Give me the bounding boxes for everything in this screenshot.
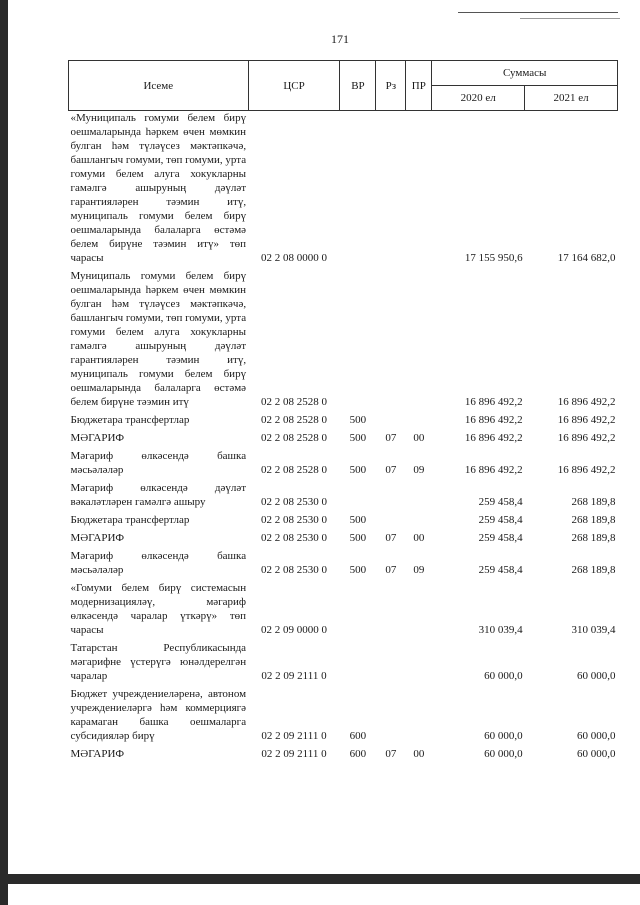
table-row [69,639,618,685]
row-sum-2020: 16 896 492,2 [464,414,523,426]
row-rz [376,267,406,411]
row-rz [376,639,406,685]
row-csr: 02 2 08 0000 0 [261,252,328,264]
row-vr: 500 [349,432,367,444]
row-sum-2020: 259 458,4 [478,532,523,544]
row-csr: 02 2 08 2528 0 [261,432,328,444]
row-csr: 02 2 08 2530 0 [261,496,328,508]
row-name: Мәгариф өлкәсендә башка мәсьәләләр [70,450,247,476]
row-sum-2021: 268 189,8 [571,496,616,508]
row-vr: 500 [349,532,367,544]
row-vr: 500 [349,414,367,426]
header-year-2021: 2021 ел [525,86,618,111]
row-vr [340,639,376,685]
row-sum-2021: 268 189,8 [571,564,616,576]
row-name: Мәгариф өлкәсендә башка мәсьәләләр [70,550,247,576]
scan-artifact-line [520,18,620,19]
row-pr [406,111,432,268]
table-row [69,447,618,479]
row-pr [406,685,432,745]
row-vr: 500 [349,514,367,526]
table-row [69,579,618,639]
row-pr [406,639,432,685]
row-name: Бюджетара трансфертлар [70,514,190,526]
table-row [69,511,618,529]
row-pr: 00 [413,432,425,444]
row-csr: 02 2 08 2528 0 [261,396,328,408]
row-vr [340,479,376,511]
header-vr: ВР [340,61,376,111]
row-sum-2021: 60 000,0 [577,748,616,760]
table-row [69,547,618,579]
row-sum-2020: 310 039,4 [478,624,523,636]
row-sum-2021: 16 896 492,2 [557,432,616,444]
row-rz: 07 [385,564,397,576]
row-csr: 02 2 08 2530 0 [261,514,328,526]
row-rz: 07 [385,432,397,444]
row-sum-2021: 16 896 492,2 [557,414,616,426]
scan-left-edge [0,0,8,905]
table-row [69,111,618,268]
row-sum-2021: 17 164 682,0 [557,252,616,264]
row-rz: 07 [385,748,397,760]
row-pr [406,479,432,511]
table-row [69,429,618,447]
scan-artifact-line [458,12,618,13]
row-rz [376,511,406,529]
row-sum-2020: 60 000,0 [484,748,523,760]
row-rz [376,411,406,429]
row-name: МӘГАРИФ [70,432,125,444]
row-vr [340,111,376,268]
row-name: Мәгариф өлкәсендә дәүләт вәкаләтләрен гамәлгә ашыру [70,482,247,508]
row-csr: 02 2 08 2528 0 [261,414,328,426]
row-pr: 00 [413,532,425,544]
row-name: МӘГАРИФ [70,532,125,544]
row-vr: 600 [349,730,367,742]
row-name: Муниципаль гомуми белем бирү оешмаларында һәркем өчен мөмкин булган һәм түләүсез мәктәпкәчә, башлангыч гомуми, төп гомуми, урта гомуми белем алуга хокукларны гамәлгә ашыруның дәүләт гарантияләрен тәэмин итү, муниципаль гомуми белем бирү оешмаларында балаларга өстәмә белем бирүне тәэмин итү [70,270,247,408]
row-rz [376,579,406,639]
row-csr: 02 2 09 2111 0 [261,670,327,682]
table-row [69,745,618,763]
row-csr: 02 2 09 2111 0 [261,730,327,742]
row-sum-2020: 16 896 492,2 [464,432,523,444]
row-sum-2021: 268 189,8 [571,532,616,544]
row-pr: 00 [413,748,425,760]
row-csr: 02 2 08 2530 0 [261,564,328,576]
table-body [69,111,618,764]
row-pr: 09 [413,464,425,476]
row-sum-2021: 310 039,4 [571,624,616,636]
header-sums: Суммасы [432,61,618,86]
row-pr: 09 [413,564,425,576]
row-name: Бюджет учреждениеләренә, автоном учреждениеләргә һәм коммерциягә карамаган башка оешмаларга субсидияләр бирү [70,688,247,742]
row-sum-2021: 16 896 492,2 [557,464,616,476]
row-sum-2020: 60 000,0 [484,670,523,682]
row-vr: 500 [349,464,367,476]
row-sum-2020: 16 896 492,2 [464,464,523,476]
row-pr [406,411,432,429]
row-pr [406,511,432,529]
row-rz: 07 [385,464,397,476]
row-rz [376,685,406,745]
row-name: МӘГАРИФ [70,748,125,760]
row-name: «Гомуми белем бирү системасын модернизацияләү, мәгариф өлкәсендә чаралар үткәрү» төп чарасы [70,582,247,636]
row-sum-2021: 60 000,0 [577,670,616,682]
row-sum-2021: 60 000,0 [577,730,616,742]
row-sum-2020: 60 000,0 [484,730,523,742]
table-row [69,267,618,411]
row-name: «Муниципаль гомуми белем бирү оешмаларында һәркем өчен мөмкин булган һәм түләүсез мәктәпкәчә, башлангыч гомуми, төп гомуми, урта гомуми белем алуга хокукларны гамәлгә ашыруның дәүләт гарантияләрен тәэмин итү, муниципаль гомуми белем бирү оешмаларында балаларга өстәмә белем бирүне тәэмин итү» төп чарасы [70,112,247,264]
table-row [69,479,618,511]
header-pr: ПР [406,61,432,111]
header-csr: ЦСР [248,61,340,111]
row-sum-2020: 259 458,4 [478,514,523,526]
header-rz: Рз [376,61,406,111]
row-rz [376,479,406,511]
row-vr: 600 [349,748,367,760]
row-rz: 07 [385,532,397,544]
row-sum-2020: 259 458,4 [478,496,523,508]
row-vr: 500 [349,564,367,576]
scan-bottom-edge [0,874,640,884]
row-sum-2020: 259 458,4 [478,564,523,576]
row-sum-2020: 17 155 950,6 [464,252,523,264]
header-year-2020: 2020 ел [432,86,525,111]
row-sum-2021: 268 189,8 [571,514,616,526]
table-row [69,685,618,745]
row-csr: 02 2 09 0000 0 [261,624,328,636]
row-vr [340,267,376,411]
row-sum-2021: 16 896 492,2 [557,396,616,408]
row-rz [376,111,406,268]
row-csr: 02 2 09 2111 0 [261,748,327,760]
row-pr [406,579,432,639]
row-name: Татарстан Республикасында мәгарифне үстерүгә юнәлдерелгән чаралар [70,642,247,682]
header-name: Исеме [69,61,249,111]
row-name: Бюджетара трансфертлар [70,414,190,426]
table-header [69,61,618,111]
row-vr [340,579,376,639]
row-csr: 02 2 08 2528 0 [261,464,328,476]
row-sum-2020: 16 896 492,2 [464,396,523,408]
row-pr [406,267,432,411]
page-number: 171 [331,32,349,46]
budget-table [68,60,618,763]
row-csr: 02 2 08 2530 0 [261,532,328,544]
table-row [69,411,618,429]
table-row [69,529,618,547]
